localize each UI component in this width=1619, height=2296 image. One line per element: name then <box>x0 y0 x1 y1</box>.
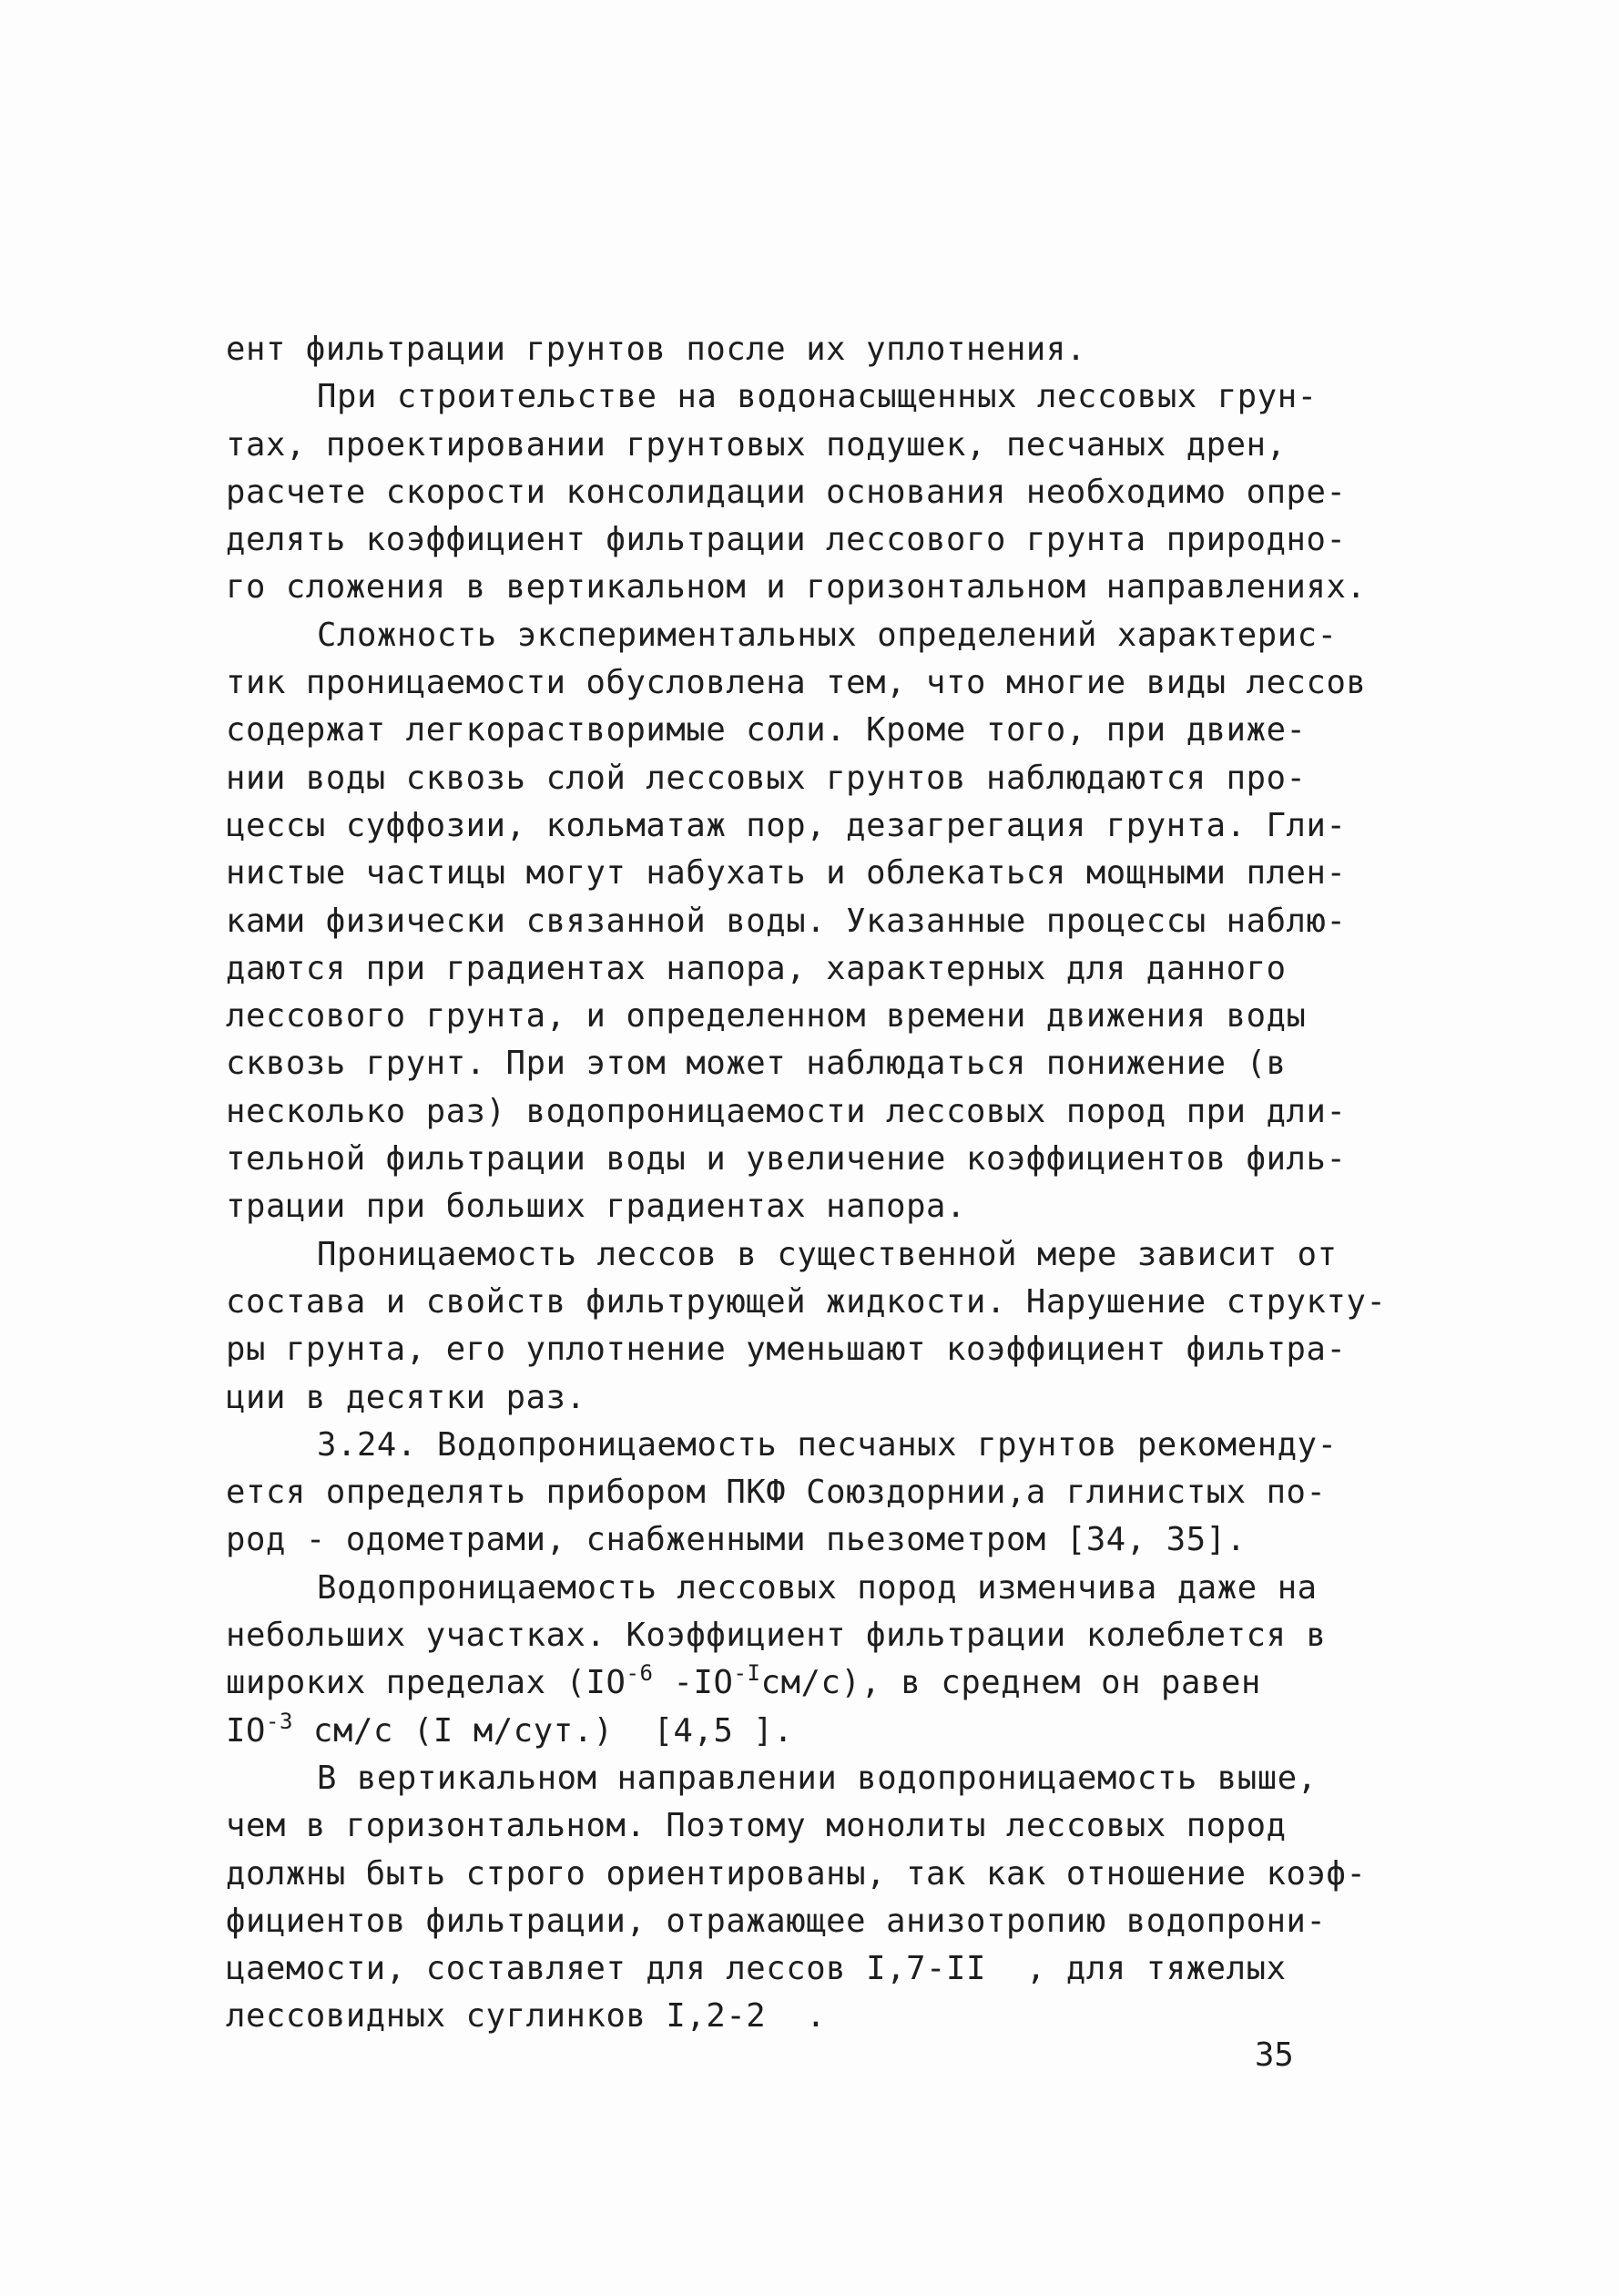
text-line: трации при больших градиентах напора. <box>226 1188 966 1226</box>
text-line: ент фильтрации грунтов после их уплотнения. <box>226 331 1086 368</box>
formula-part: см/с (I м/сут.) [4,5 ]. <box>293 1711 794 1750</box>
text-line: должны быть строго ориентированы, так как отношение коэф- <box>226 1854 1367 1893</box>
text-line: небольших участках. Коэффициент фильтрации колеблется в <box>226 1617 1327 1655</box>
text-line: несколько раз) водопроницаемости лессовых пород при дли- <box>226 1092 1347 1130</box>
text-line: В вертикальном направлении водопроницаемость выше, <box>317 1759 1318 1797</box>
text-line: тик проницаемости обусловлена тем, что многие виды лессов <box>226 664 1367 702</box>
text-line: цессы суффозии, кольматаж пор, дезагрегация грунта. Гли- <box>226 806 1347 844</box>
text-line: ции в десятки раз. <box>226 1378 586 1416</box>
formula-part: см/с), в среднем он равен <box>760 1664 1261 1702</box>
text-line: чем в горизонтальном. Поэтому монолиты лессовых пород <box>226 1807 1287 1845</box>
text-line: содержат легкорастворимые соли. Кроме того, при движе- <box>226 711 1307 750</box>
text-line: ками физически связанной воды. Указанные процессы наблю- <box>226 902 1347 940</box>
text-line: расчете скорости консолидации основания необходимо опре- <box>226 473 1347 511</box>
text-line: ется определять прибором ПКФ Союздорнии,а глинистых по- <box>226 1474 1327 1512</box>
text-line: 3.24. Водопроницаемость песчаных грунтов рекоменду- <box>317 1425 1338 1464</box>
text-line: При строительстве на водонасыщенных лессовых грун- <box>317 378 1318 416</box>
text-line: фициентов фильтрации, отражающее анизотропию водопрони- <box>226 1902 1327 1940</box>
text-line: нии воды сквозь слой лессовых грунтов наблюдаются про- <box>226 759 1307 797</box>
formula-part: IO <box>226 1711 266 1750</box>
page-number: 35 <box>1255 2036 1294 2074</box>
text-line: состава и свойств фильтрующей жидкости. Нарушение структу- <box>226 1282 1387 1321</box>
text-line: тельной фильтрации воды и увеличение коэффициентов филь- <box>226 1140 1347 1179</box>
text-line: лессовидных суглинков I,2-2 . <box>226 1997 827 2036</box>
superscript-exponent: -3 <box>265 1708 294 1734</box>
text-line: Проницаемость лессов в существенной мере зависит от <box>317 1235 1338 1273</box>
text-line: нистые частицы могут набухать и облекаться мощными плен- <box>226 854 1347 893</box>
text-line: сквозь грунт. При этом может наблюдаться понижение (в <box>226 1045 1287 1083</box>
body-text <box>226 326 1387 2041</box>
text-line-formula <box>226 1708 1373 1755</box>
text-line: цаемости, составляет для лессов I,7-II , для тяжелых <box>226 1950 1287 1988</box>
text-line: род - одометрами, снабженными пьезометром [34, 35]. <box>226 1521 1247 1559</box>
superscript-exponent: -6 <box>626 1660 654 1687</box>
text-line: лессового грунта, и определенном времени движения воды <box>226 997 1307 1036</box>
formula-part: -IO <box>653 1664 734 1702</box>
text-line: тах, проектировании грунтовых подушек, песчаных дрен, <box>226 425 1287 464</box>
text-line: даются при градиентах напора, характерных для данного <box>226 949 1287 987</box>
text-line: Сложность экспериментальных определений характерис- <box>317 616 1338 654</box>
superscript-exponent: -I <box>733 1660 761 1687</box>
text-line: ры грунта, его уплотнение уменьшают коэффициент фильтра- <box>226 1331 1347 1369</box>
text-line: Водопроницаемость лессовых пород изменчива даже на <box>317 1568 1318 1607</box>
formula-part: широких пределах (IO <box>226 1664 626 1702</box>
text-line: го сложения в вертикальном и горизонтальном направлениях. <box>226 568 1367 607</box>
paragraph-lines <box>226 1755 1373 2041</box>
text-line: делять коэффициент фильтрации лессового грунта природно- <box>226 521 1347 559</box>
paragraph-lines <box>226 326 1387 1612</box>
text-line-formula <box>226 1659 1373 1707</box>
